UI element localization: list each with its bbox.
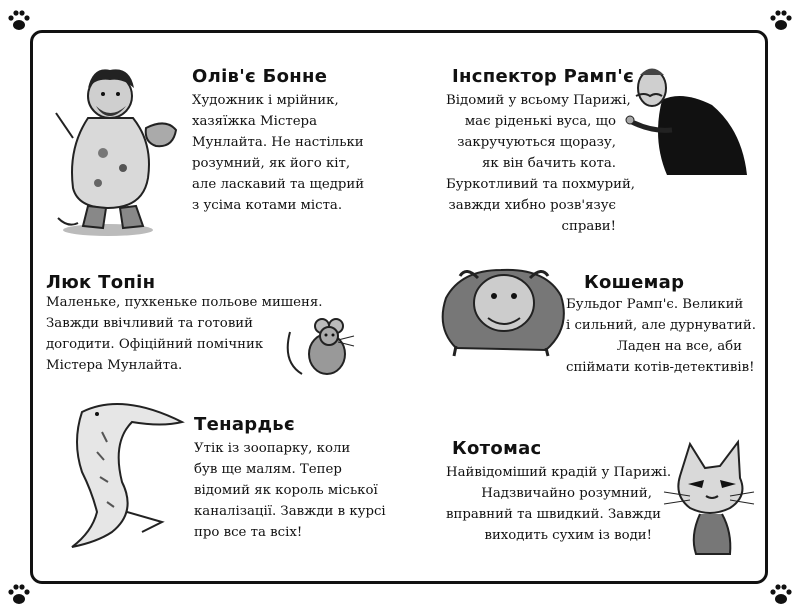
description-line: з усіма котами міста. [192, 198, 343, 213]
description-line: був ще малям. Тепер [194, 462, 342, 477]
character-name: Тенардьє [194, 414, 295, 435]
character-name: Люк Топін [46, 272, 156, 293]
character-description [194, 438, 386, 543]
bulldog-illustration [426, 258, 576, 358]
description-line: Найвідоміший крадій у Парижі. [446, 465, 672, 480]
description-line: Бульдог Рамп'є. Великий [566, 297, 744, 312]
paw-print-icon [6, 8, 32, 34]
character-description [446, 90, 636, 237]
description-line: як він бачить кота. [482, 156, 616, 171]
character-name: Котомас [452, 438, 542, 459]
description-line: але ласкавий та щедрий [192, 177, 365, 192]
description-line: Буркотливий та похмурий, [446, 177, 636, 192]
description-line: хазяїжка Містера [192, 114, 317, 129]
character-description [192, 90, 364, 216]
description-line: вправний та швидкий. Завжди [446, 507, 661, 522]
description-line: Художник і мрійник, [192, 93, 339, 108]
description-line: Надзвичайно розумний, [481, 486, 652, 501]
description-line: Маленьке, пухкеньке польове мишеня. [46, 295, 323, 310]
crocodile-illustration [52, 392, 192, 552]
description-line: закручуються щоразу, [457, 135, 616, 150]
character-description [566, 294, 756, 378]
character-name: Олів'є Бонне [192, 66, 328, 87]
character-description [446, 462, 672, 546]
description-line: завжди хибно розв'язує [448, 198, 616, 213]
character-name: Кошемар [584, 272, 685, 293]
paw-print-icon [6, 582, 32, 608]
cat-illustration [660, 436, 756, 556]
description-line: Відомий у всьому Парижі, [446, 93, 631, 108]
description-line: Містера Мунлайта. [46, 358, 183, 373]
paw-print-icon [768, 8, 794, 34]
description-line: Ладен на все, аби [616, 339, 742, 354]
description-line: виходить сухим із води! [484, 528, 652, 543]
description-line: має ріденькі вуса, що [464, 114, 616, 129]
description-line: відомий як король міської [194, 483, 378, 498]
description-line: розумний, як його кіт, [192, 156, 351, 171]
description-line: про все та всіх! [194, 525, 303, 540]
description-line: Мунлайта. Не настільки [192, 135, 364, 150]
description-line: догодити. Офіційний помічник [46, 337, 264, 352]
description-line: каналізації. Завжди в курсі [194, 504, 386, 519]
paw-print-icon [768, 582, 794, 608]
inspector-illustration [622, 60, 752, 180]
description-line: спіймати котів-детективів! [566, 360, 755, 375]
character-name: Інспектор Рамп'є [452, 66, 635, 87]
mouse-illustration [282, 312, 362, 382]
description-line: і сильний, але дурнуватий. [566, 318, 756, 333]
description-line: Утік із зоопарку, коли [194, 441, 351, 456]
description-line: справи! [561, 219, 616, 234]
description-line: Завжди ввічливий та готовий [46, 316, 254, 331]
painter-illustration [48, 58, 188, 238]
